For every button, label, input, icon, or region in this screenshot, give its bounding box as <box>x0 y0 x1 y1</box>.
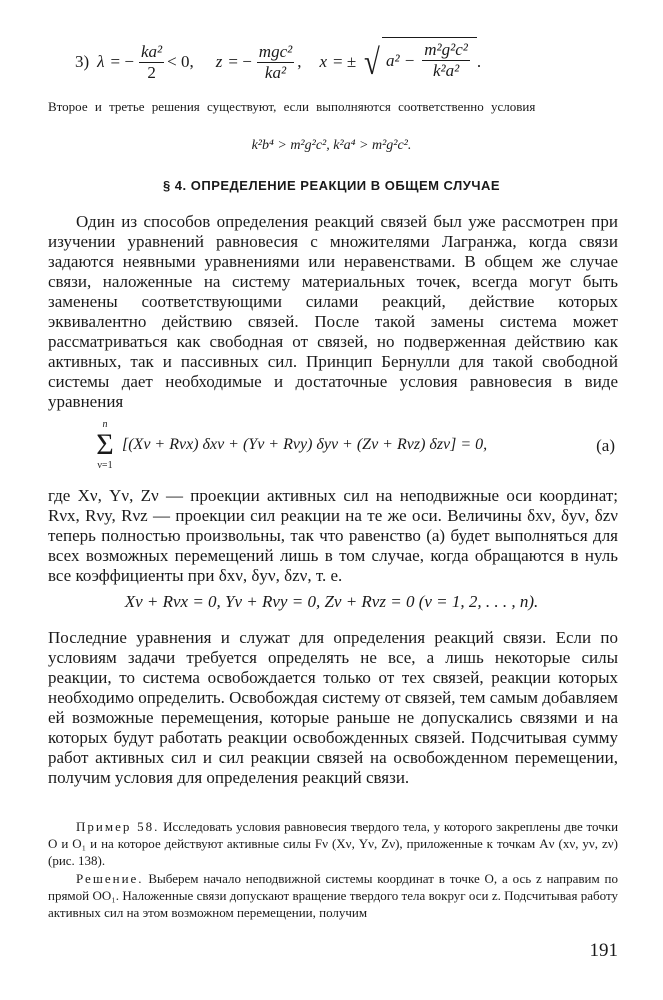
fraction-denominator: k²a² <box>432 61 460 80</box>
fraction-ka2-over-2 <box>139 42 164 82</box>
example-text: Исследовать условия равновесия твердого тела, у которого закреплены две точки O и O₁ и на которое действуют активные силы Fν (Xν, Yν, Zν), приложенные к точкам Aν (xν, yν, zν) (рис. 138). <box>48 819 619 868</box>
paragraph-projections: где Xν, Yν, Zν — проекции активных сил на неподвижные оси координат; Rνx, Rνy, Rνz — проекции сил реакции на те же оси. Величины δxν, δyν, δzν теперь полностью произвольны, так что равенство (а) будет выполняться для всех возможных перемещений лишь в том случае, когда обращаются в нуль все коэффициенты при δxν, δyν, δzν, т. е. <box>48 486 618 585</box>
equation-b: Xν + Rνx = 0, Yν + Rνy = 0, Zν + Rνz = 0 (ν = 1, 2, . . . , n). <box>124 592 539 611</box>
fraction-numerator: mgc² <box>258 41 293 61</box>
solution <box>48 870 618 921</box>
equation-a-expression: [(Xν + Rνx) δxν + (Yν + Rνy) δyν + (Zν + Rνz) δzν] = 0, <box>122 436 488 453</box>
fraction-numerator: m²g²c² <box>424 40 468 60</box>
section-heading: § 4. ОПРЕДЕЛЕНИЕ РЕАКЦИИ В ОБЩЕМ СЛУЧАЕ <box>162 178 501 193</box>
equals-minus-2: = − <box>228 52 252 71</box>
fraction-m2g2c2-over-k2a2 <box>422 40 470 80</box>
radicand-a2: a² − <box>385 50 416 70</box>
summation <box>88 420 122 472</box>
paragraph-intro: Один из способов определения реакций связей был уже рассмотрен при изучении уравнений равновесия с множителями Лагранжа, когда связи задаются неявными уравнениями или неравенствами. В общем же случае связи, наложенные на систему материальных точек, всегда могут быть заменены соответствующими силами реакций, действие которых эквивалентно действию связей. После такой замены система может рассматриваться как свободная от связей, но подверженная действию как активных, так и пассивных сил. Принцип Бернулли для такой свободной системы дает необходимые и достаточные условия равновесия в виде уравнения <box>48 212 618 411</box>
conditions-formula: k²b⁴ > m²g²c², k²a⁴ > m²g²c². <box>251 138 412 153</box>
plus-minus: = ± <box>333 52 357 71</box>
solutions-formula <box>75 40 663 84</box>
sum-lower-limit: ν=1 <box>97 460 113 471</box>
paragraph-reactions: Последние уравнения и служат для определения реакций связи. Если по условиям задачи требуется определять не все, а лишь некоторые силы реакции, то система освобождается только от тех связей, реакции которых необходимо определить. Освобождая систему от связей, тем самым добавляем ей возможные перемещения, которые раньше не допускались связями и на которых будут работать реакции освобожденных связей. Подсчитывая сумму работ активных сил и сил реакции связей на освобожденном перемещении, получим условия для определения реакций связи. <box>48 628 618 787</box>
fraction-denominator: 2 <box>147 62 156 82</box>
z-symbol: z <box>215 52 223 71</box>
example-58 <box>48 818 618 869</box>
conditions-intro: Второе и третье решения существуют, если выполняются соответственно условия <box>48 99 536 114</box>
equals-minus: = − <box>110 52 134 71</box>
sum-upper-limit: n <box>102 419 108 430</box>
radicand <box>382 37 477 80</box>
example-label: Пример 58. <box>76 819 160 834</box>
fraction-numerator: ka² <box>140 41 163 61</box>
sigma-icon: Σ <box>96 428 114 461</box>
radical-sign-icon: √ <box>364 42 380 82</box>
item-label: 3) <box>75 52 90 71</box>
x-symbol: x <box>319 52 328 71</box>
less-than-zero: < 0, <box>167 52 194 71</box>
equation-a <box>88 420 615 476</box>
equation-a-label: (a) <box>596 436 615 455</box>
comma: , <box>297 52 302 71</box>
solution-text: Выберем начало неподвижной системы координат в точке O, а ось z направим по прямой OO₁. Наложенные связи допускают вращение твердого тела вокруг оси z. Подсчитывая работу активных сил на этом возможном перемещении, получим <box>48 871 619 920</box>
solution-label: Решение. <box>76 871 144 886</box>
lambda-symbol: λ <box>97 52 105 71</box>
fraction-mgc2-over-ka2 <box>257 42 294 82</box>
period: . <box>476 52 482 71</box>
page-number: 191 <box>589 940 618 961</box>
fraction-denominator: ka² <box>264 62 287 82</box>
